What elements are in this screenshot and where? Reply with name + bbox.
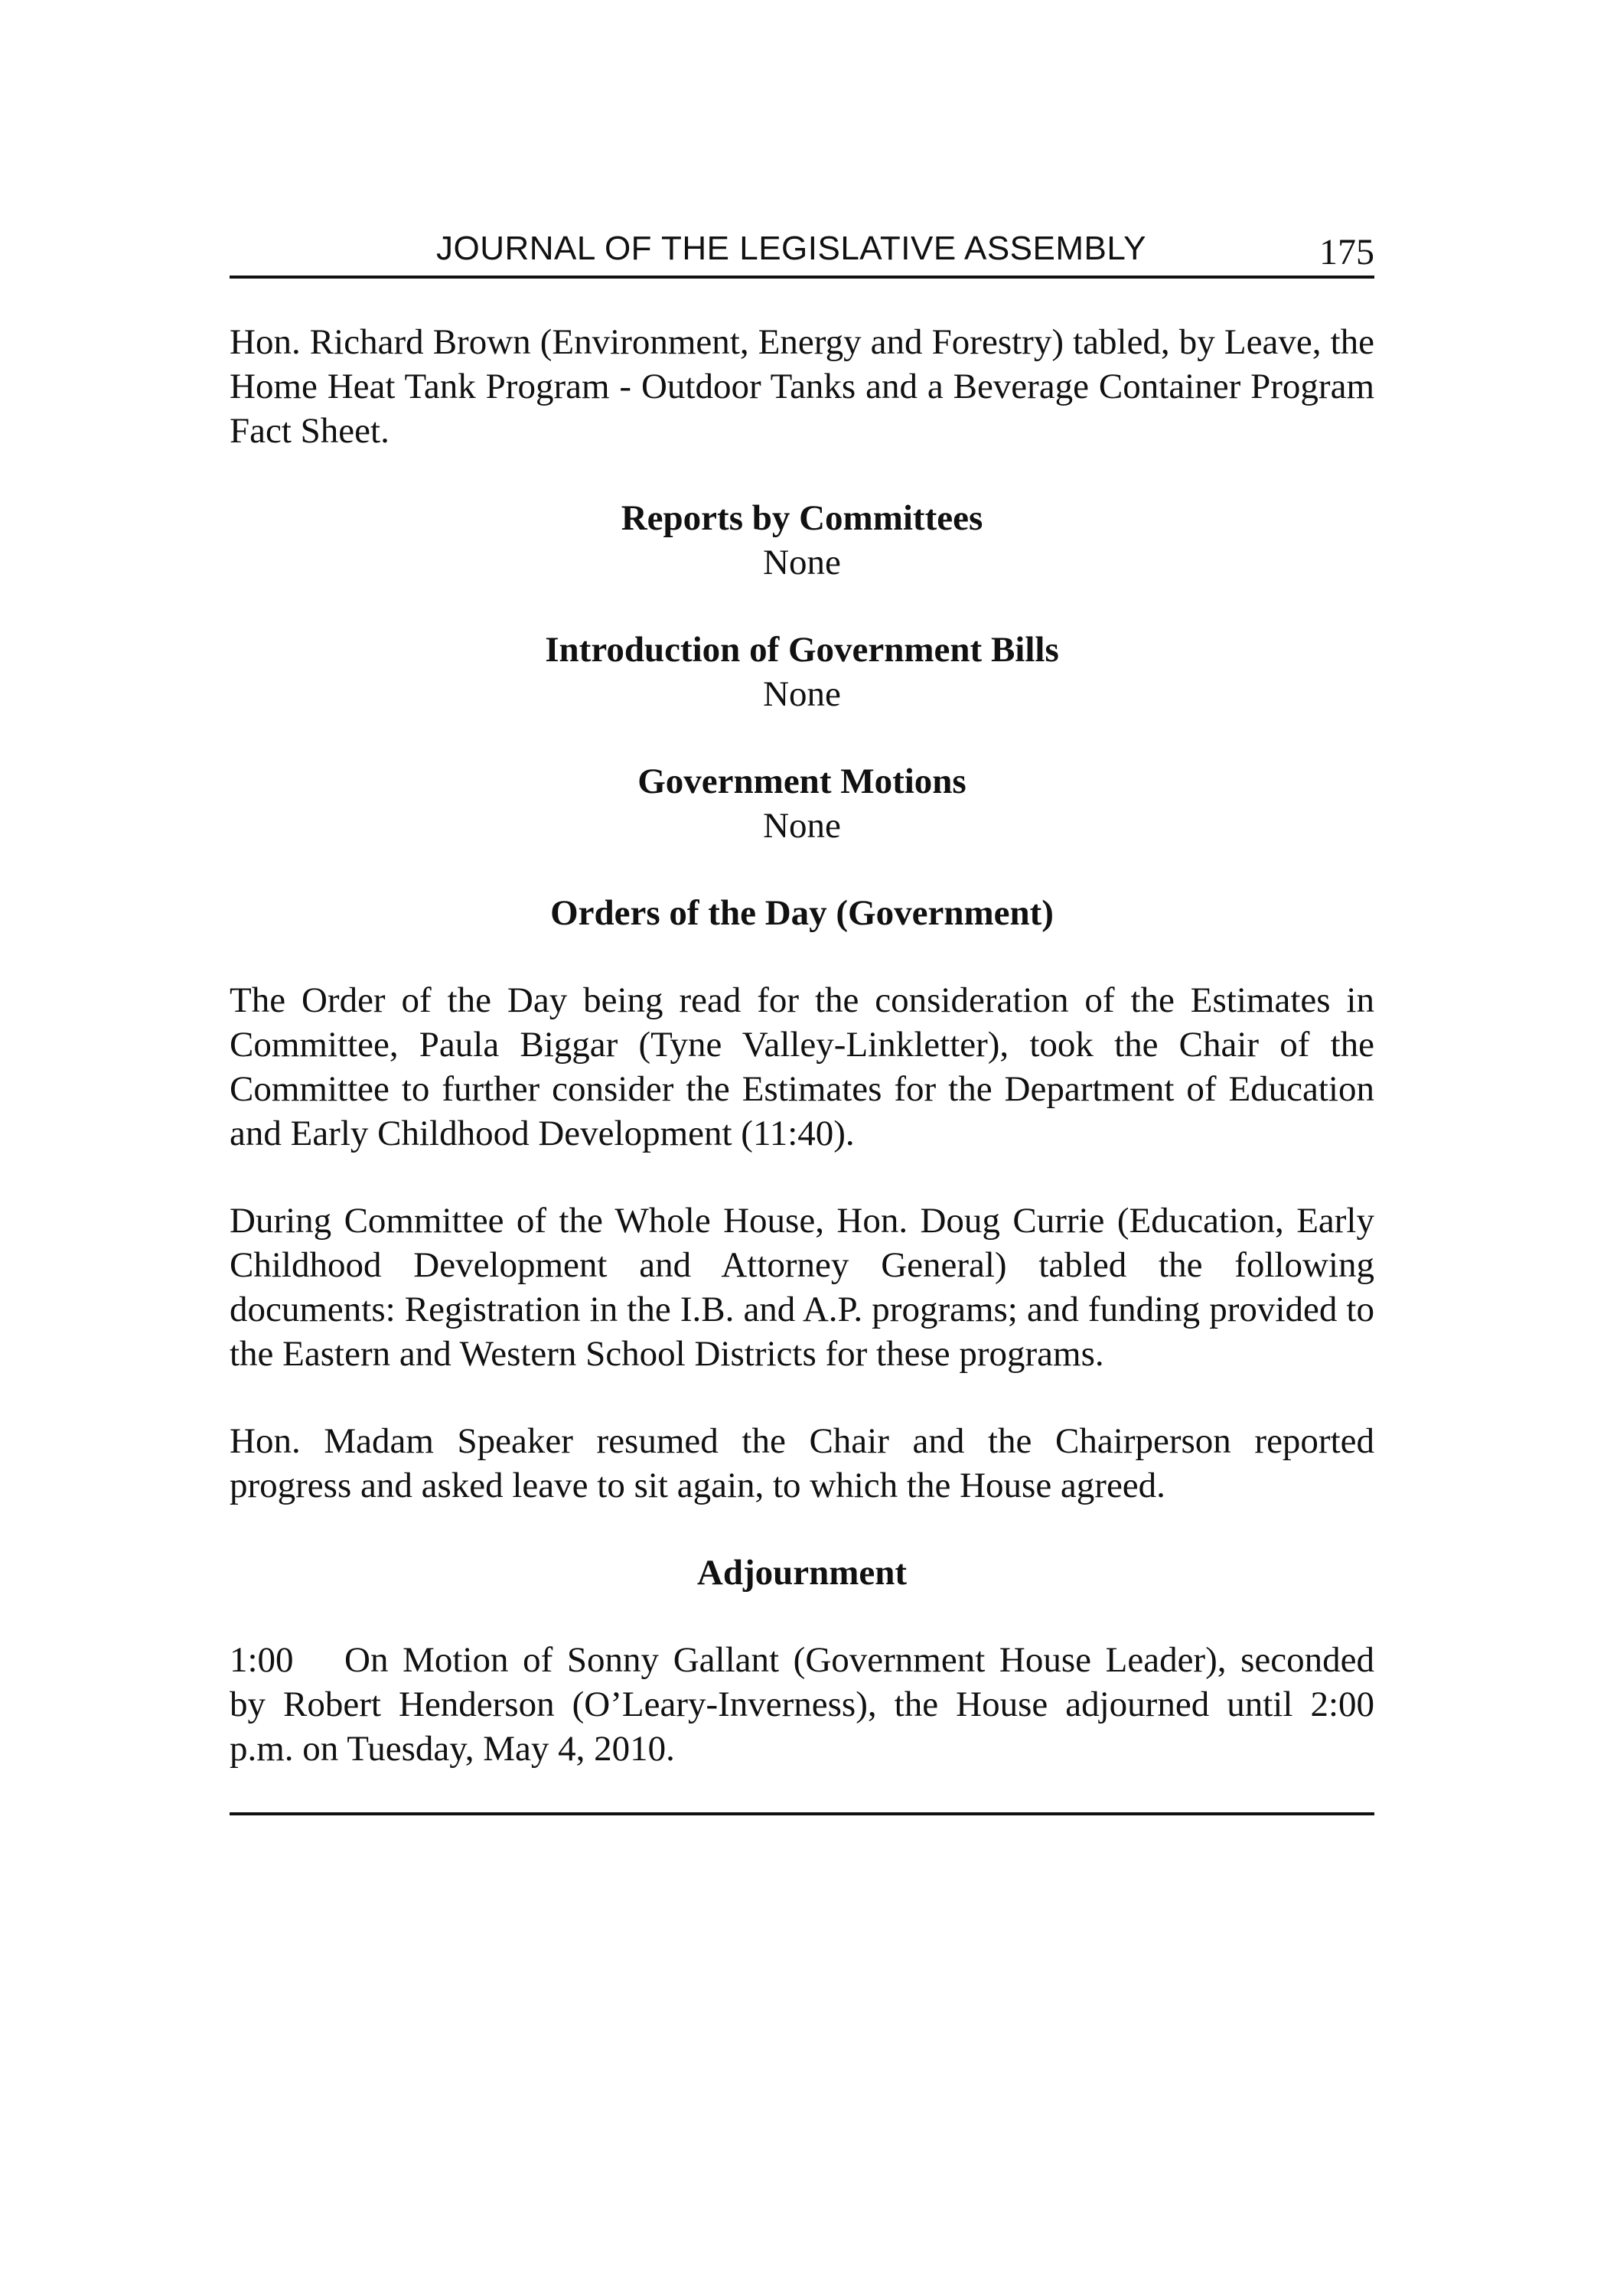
tabled-documents-paragraph: Hon. Richard Brown (Environment, Energy and Forestry) tabled, by Leave, the Home Heat Tank Program - Outdoor Tanks and a Beverage Container Program Fact Sheet. bbox=[230, 322, 1374, 451]
adjournment-section bbox=[230, 1551, 1374, 1595]
section-heading: Reports by Committees bbox=[621, 498, 983, 538]
page-content bbox=[230, 320, 1374, 1814]
section-heading: Government Motions bbox=[637, 762, 966, 801]
section-heading: Adjournment bbox=[696, 1553, 908, 1593]
estimates-paragraph: The Order of the Day being read for the consideration of the Estimates in Committee, Paula Biggar (Tyne Valley-Linkletter), took the Chair of the Committee to further consider the Estimates for the Department of Education and Early Childhood Development (11:40). bbox=[230, 980, 1374, 1153]
page-number: 175 bbox=[1319, 232, 1374, 272]
reports-by-committees-section bbox=[230, 496, 1374, 585]
committee-documents-paragraph: During Committee of the Whole House, Hon. Doug Currie (Education, Early Childhood Development and Attorney General) tabled the following documents: Registration in the I.B. and A.P. programs; and funding provided to the Eastern and Western School Districts for these programs. bbox=[230, 1201, 1374, 1374]
section-text: None bbox=[763, 806, 841, 846]
section-text: None bbox=[763, 543, 841, 582]
section-heading: Orders of the Day (Government) bbox=[550, 893, 1054, 933]
government-motions-section bbox=[230, 759, 1374, 848]
adjournment-time: 1:00 bbox=[230, 1640, 294, 1680]
running-header bbox=[230, 225, 1374, 279]
section-heading: Introduction of Government Bills bbox=[545, 630, 1059, 670]
journal-page bbox=[230, 0, 1374, 2296]
adjournment-paragraph bbox=[230, 1638, 1374, 1771]
bottom-rule bbox=[230, 1812, 1374, 1815]
adjournment-text: On Motion of Sonny Gallant (Government House Leader), seconded by Robert Henderson (O’Leary-Inverness), the House adjourned until 2:00 p.m. on Tuesday, May 4, 2010. bbox=[230, 1640, 1374, 1769]
section-text: None bbox=[763, 674, 841, 714]
speaker-resumed-paragraph: Hon. Madam Speaker resumed the Chair and the Chairperson reported progress and asked leave to sit again, to which the House agreed. bbox=[230, 1421, 1374, 1505]
journal-title: JOURNAL OF THE LEGISLATIVE ASSEMBLY bbox=[436, 230, 1146, 267]
government-bills-section bbox=[230, 628, 1374, 716]
orders-of-the-day-section bbox=[230, 891, 1374, 935]
